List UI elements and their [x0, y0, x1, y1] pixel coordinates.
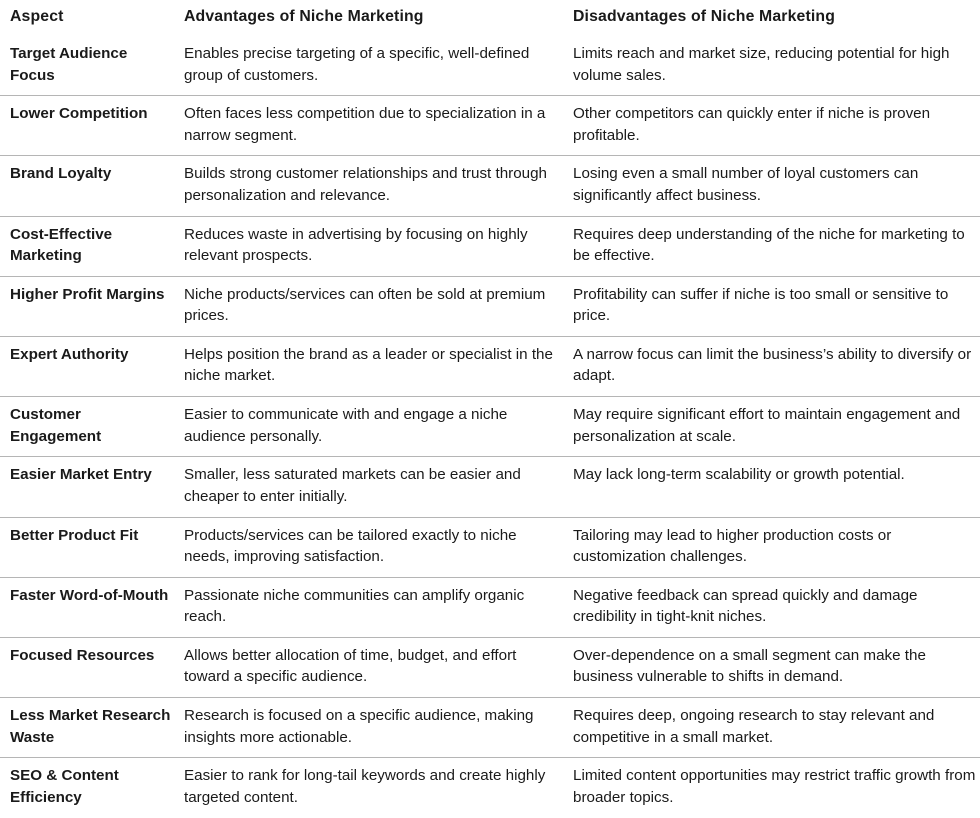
advantage-cell: Easier to rank for long-tail keywords and create highly targeted content.: [184, 767, 546, 806]
advantage-cell: Reduces waste in advertising by focusing on highly relevant prospects.: [184, 225, 528, 265]
disadvantage-cell: Tailoring may lead to higher production costs or customization challenges.: [573, 526, 892, 565]
disadvantage-cell: Limited content opportunities may restrict traffic growth from broader topics.: [573, 767, 976, 806]
aspect-cell: SEO & Content Efficiency: [10, 767, 119, 806]
aspect-cell: Easier Market Entry: [10, 466, 152, 484]
aspect-cell: Higher Profit Margins: [10, 285, 165, 303]
table-row: [0, 578, 980, 638]
disadvantage-cell: Requires deep, ongoing research to stay relevant and competitive in a small market.: [573, 707, 935, 746]
table-row: [0, 397, 980, 457]
disadvantage-cell: Negative feedback can spread quickly and damage credibility in tight-knit niches.: [573, 586, 918, 626]
header-disadvantages: Disadvantages of Niche Marketing: [573, 8, 836, 25]
aspect-cell: Better Product Fit: [10, 526, 139, 544]
advantage-cell: Often faces less competition due to specialization in a narrow segment.: [184, 105, 546, 144]
advantage-cell: Helps position the brand as a leader or specialist in the niche market.: [184, 345, 553, 385]
disadvantage-cell: Over-dependence on a small segment can make the business vulnerable to shifts in demand.: [573, 646, 926, 686]
aspect-cell: Expert Authority: [10, 345, 129, 363]
aspect-cell: Less Market Research Waste: [10, 707, 171, 746]
aspect-cell: Customer Engagement: [10, 406, 102, 445]
advantage-cell: Enables precise targeting of a specific, well-defined group of customers.: [184, 45, 530, 84]
aspect-cell: Cost-Effective Marketing: [10, 225, 113, 265]
advantage-cell: Products/services can be tailored exactly to niche needs, improving satisfaction.: [184, 526, 517, 565]
aspect-cell: Target Audience Focus: [10, 45, 128, 84]
table-row: [0, 96, 980, 156]
header-advantages: Advantages of Niche Marketing: [184, 8, 424, 25]
header-aspect: Aspect: [10, 8, 64, 25]
disadvantage-cell: May require significant effort to maintain engagement and personalization at scale.: [573, 406, 961, 445]
table-row: [0, 698, 980, 758]
disadvantage-cell: Profitability can suffer if niche is too small or sensitive to price.: [573, 285, 949, 325]
table-row: [0, 277, 980, 337]
table-row: [0, 156, 980, 216]
aspect-cell: Brand Loyalty: [10, 165, 112, 183]
table-row: [0, 638, 980, 698]
table-row: [0, 518, 980, 578]
disadvantage-cell: A narrow focus can limit the business’s ability to diversify or adapt.: [573, 345, 972, 385]
table-row: [0, 36, 980, 96]
table-row: [0, 217, 980, 277]
disadvantage-cell: Requires deep understanding of the niche for marketing to be effective.: [573, 225, 965, 265]
advantage-cell: Easier to communicate with and engage a niche audience personally.: [184, 406, 508, 445]
advantage-cell: Allows better allocation of time, budget, and effort toward a specific audience.: [184, 646, 517, 686]
disadvantage-cell: Limits reach and market size, reducing potential for high volume sales.: [573, 45, 950, 84]
aspect-cell: Faster Word-of-Mouth: [10, 586, 169, 604]
disadvantage-cell: Losing even a small number of loyal customers can significantly affect business.: [573, 165, 919, 204]
advantage-cell: Builds strong customer relationships and trust through personalization and relevance.: [184, 165, 548, 204]
advantage-cell: Smaller, less saturated markets can be easier and cheaper to enter initially.: [184, 466, 521, 505]
advantage-cell: Research is focused on a specific audience, making insights more actionable.: [184, 707, 534, 746]
disadvantage-cell: Other competitors can quickly enter if niche is proven profitable.: [573, 105, 931, 144]
disadvantage-cell: May lack long-term scalability or growth potential.: [573, 466, 905, 484]
table-row: [0, 457, 980, 517]
table-row: [0, 337, 980, 397]
aspect-cell: Lower Competition: [10, 105, 148, 123]
table-row: [0, 758, 980, 818]
aspect-cell: Focused Resources: [10, 646, 155, 664]
advantage-cell: Niche products/services can often be sold at premium prices.: [184, 285, 546, 325]
table-header-row: [0, 0, 980, 36]
advantage-cell: Passionate niche communities can amplify organic reach.: [184, 586, 525, 626]
